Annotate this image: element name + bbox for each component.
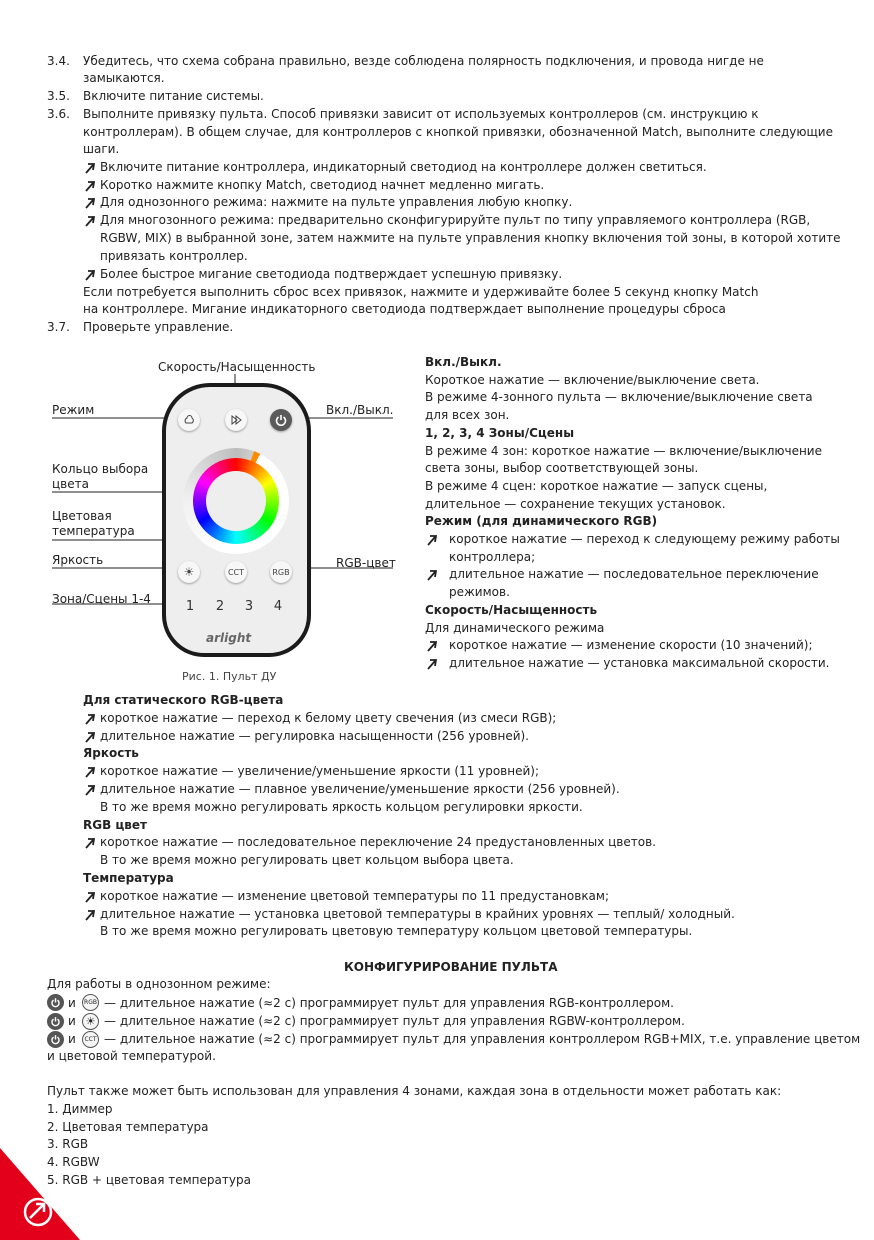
zones-intro: Пульт также может быть использован для управления 4 зонами, каждая зона в отдельности может работать как: [47, 1084, 782, 1098]
ring-center [206, 471, 266, 531]
paragraph-text: В режиме 4-зонного пульта — включение/выключение света [425, 390, 813, 405]
sun-icon: ☀ [183, 565, 195, 579]
figure-caption: Рис. 1. Пульт ДУ [182, 670, 277, 683]
cct-button[interactable] [225, 561, 247, 583]
bullet-text: длительное нажатие — установка максимальной скорости. [449, 655, 830, 670]
section-heading: Для статического RGB-цвета [83, 693, 284, 707]
reset-text: на контроллере. Мигание индикаторного светодиода подтверждает выполнение процедуры сброса [83, 302, 726, 316]
and-text: и [68, 1014, 76, 1028]
substep-text: привязать контроллер. [100, 249, 248, 263]
bullet-text: длительное нажатие — регулировка насыщенности (256 уровней). [100, 728, 529, 743]
arrow-bullet-icon [84, 837, 96, 849]
arrow-bullet-icon [84, 731, 96, 743]
paragraph-text: Короткое нажатие — включение/выключение света. [425, 372, 760, 387]
arrow-bullet-icon [84, 713, 96, 725]
label-mode: Режим [52, 403, 95, 417]
section-heading: Скорость/Насыщенность [425, 602, 598, 617]
step-text: шаги. [83, 142, 120, 156]
substep-text: RGBW, MIX) в выбранной зоне, затем нажмите на пульте управления кнопку включения той зоны, в которой хотите [100, 231, 841, 245]
label-zones: Зона/Сцены 1-4 [52, 592, 151, 606]
label-temp: Цветовая [52, 509, 112, 523]
brand-corner-logo [0, 1148, 80, 1240]
label-rgb: RGB-цвет [336, 556, 396, 570]
section-heading: Яркость [83, 746, 139, 761]
paragraph-text: Для динамического режима [425, 620, 605, 635]
continuation-text: В то же время можно регулировать яркость кольцом регулировки яркости. [100, 799, 583, 814]
config-line-1: — длительное нажатие (≈2 с) программирует пульт для управления RGB-контроллером. [104, 996, 674, 1010]
continuation-text: В то же время можно регулировать цвет кольцом выбора цвета. [100, 853, 514, 868]
config-intro: Для работы в однозонном режиме: [47, 977, 271, 991]
substep-text: Для многозонного режима: предварительно сконфигурируйте пульт по типу управляемого контроллера (RGB, [100, 213, 811, 227]
zones-list-item: 5. RGB + цветовая температура [47, 1173, 251, 1187]
power-button[interactable] [270, 409, 292, 431]
cct-icon-label: CCT [84, 1036, 97, 1043]
continuation-text: режимов. [449, 585, 510, 600]
speed-icon [230, 414, 242, 426]
arrow-bullet-icon [84, 909, 96, 921]
bullet-text: короткое нажатие — переход к следующему режиму работы [449, 532, 840, 546]
arrow-bullet-icon [84, 891, 96, 903]
zones-list-item: 3. RGB [47, 1137, 89, 1151]
paragraph-text: длительное — сохранение текущих установок. [425, 496, 726, 511]
step-number: 3.4. [47, 54, 70, 68]
config-line-3: — длительное нажатие (≈2 с) программирует пульт для управления контроллером RGB+MIX, т.е. управление цветом [104, 1032, 861, 1046]
section-heading: Вкл./Выкл. [425, 355, 502, 369]
zone-4-button[interactable]: 4 [273, 599, 283, 614]
label-speed: Скорость/Насыщенность [158, 360, 316, 374]
label-ring: цвета [52, 477, 89, 491]
zones-list-item: 4. RGBW [47, 1155, 100, 1169]
zones-list-item: 1. Диммер [47, 1102, 113, 1116]
zone-1-button[interactable]: 1 [185, 599, 195, 614]
zone-3-button[interactable]: 3 [244, 599, 254, 614]
config-line-3b: и цветовой температурой. [47, 1049, 216, 1063]
brightness-button[interactable] [178, 561, 200, 583]
power-icon [274, 413, 288, 427]
label-temp: температура [52, 524, 135, 538]
zone-2-button[interactable]: 2 [215, 599, 225, 614]
bullet-text: длительное нажатие — установка цветовой температуры в крайних уровнях — теплый/ холодный. [100, 906, 735, 921]
arrow-bullet-icon [426, 640, 438, 652]
cct-button-label: CCT [227, 567, 245, 577]
substep-text: Коротко нажмите кнопку Match, светодиод начнет медленно мигать. [100, 178, 545, 192]
rgb-button[interactable] [270, 561, 292, 583]
mode-button[interactable] [178, 409, 200, 431]
step-number: 3.5. [47, 89, 70, 103]
bullet-text: короткое нажатие — увеличение/уменьшение яркости (11 уровней); [100, 764, 539, 779]
step-text: Убедитесь, что схема собрана правильно, везде соблюдена полярность подключения, и провода нигде не [83, 54, 764, 68]
bullet-text: короткое нажатие — переход к белому цвету свечения (из смеси RGB); [100, 710, 557, 725]
step-text: замыкаются. [83, 71, 165, 85]
continuation-text: В то же время можно регулировать цветовую температуру кольцом цветовой температуры. [100, 924, 693, 939]
section-heading: Температура [83, 871, 174, 885]
bullet-text: короткое нажатие — изменение скорости (10 значений); [449, 638, 813, 653]
paragraph-text: для всех зон. [425, 408, 510, 423]
step-text: Включите питание системы. [83, 89, 264, 103]
paragraph-text: В режиме 4 сцен: короткое нажатие — запуск сцены, [425, 478, 768, 493]
step-text: Проверьте управление. [83, 320, 234, 334]
bullet-text: длительное нажатие — последовательное переключение [449, 567, 819, 582]
bullet-text: короткое нажатие — последовательное переключение 24 предустановленных цветов. [100, 835, 656, 850]
zones-list-item: 2. Цветовая температура [47, 1120, 209, 1134]
step-number: 3.6. [47, 107, 70, 121]
config-title: КОНФИГУРИРОВАНИЕ ПУЛЬТА [344, 960, 558, 974]
power-icon [47, 1031, 64, 1048]
step-number: 3.7. [47, 320, 70, 334]
arrow-bullet-icon [426, 569, 438, 581]
reset-text: Если потребуется выполнить сброс всех привязок, нажмите и удерживайте более 5 секунд кнопку Match [83, 285, 759, 299]
config-line-2: — длительное нажатие (≈2 с) программирует пульт для управления RGBW-контроллером. [104, 1014, 685, 1028]
sun-icon: ☀ [82, 1013, 99, 1030]
step-text: контроллерам). В общем случае, для контроллеров с кнопкой привязки, обозначенной Match, выполните следующие [83, 125, 833, 139]
arrow-bullet-icon [426, 534, 438, 546]
label-ring: Кольцо выбора [52, 462, 149, 476]
arrow-bullet-icon [426, 658, 438, 670]
power-icon [47, 994, 64, 1011]
arrow-bullet-icon [84, 766, 96, 778]
continuation-text: контроллера; [449, 549, 536, 564]
power-icon [47, 1013, 64, 1030]
rgb-icon-label: RGB [84, 999, 97, 1006]
remote-body [162, 383, 311, 657]
substep-text: Более быстрое мигание светодиода подтверждает успешную привязку. [100, 267, 563, 281]
paragraph-text: света зоны, выбор соответствующей зоны. [425, 461, 699, 476]
bullet-text: короткое нажатие — изменение цветовой температуры по 11 предустановкам; [100, 888, 610, 903]
and-text: и [68, 996, 76, 1010]
speed-button[interactable] [225, 409, 247, 431]
brand-logo: arlight [206, 631, 252, 645]
rgb-icon [82, 994, 99, 1011]
mode-icon [183, 414, 195, 426]
section-heading: 1, 2, 3, 4 Зоны/Сцены [425, 425, 575, 440]
rgb-button-label: RGB [272, 567, 290, 577]
cct-icon [82, 1031, 99, 1048]
and-text: и [68, 1032, 76, 1046]
section-heading: Режим (для динамического RGB) [425, 514, 658, 529]
step-text: Выполните привязку пульта. Способ привязки зависит от используемых контроллеров (см. инструкцию к [83, 107, 759, 121]
paragraph-text: В режиме 4 зон: короткое нажатие — включение/выключение [425, 443, 822, 458]
section-heading: RGB цвет [83, 817, 147, 832]
bullet-text: длительное нажатие — плавное увеличение/уменьшение яркости (256 уровней). [100, 782, 620, 796]
substep-text: Для однозонного режима: нажмите на пульте управления любую кнопку. [100, 195, 573, 209]
label-bright: Яркость [52, 553, 104, 567]
substep-text: Включите питание контроллера, индикаторный светодиод на контроллере должен светиться. [100, 160, 707, 174]
arrow-bullet-icon [84, 784, 96, 796]
label-onoff: Вкл./Выкл. [326, 403, 394, 417]
